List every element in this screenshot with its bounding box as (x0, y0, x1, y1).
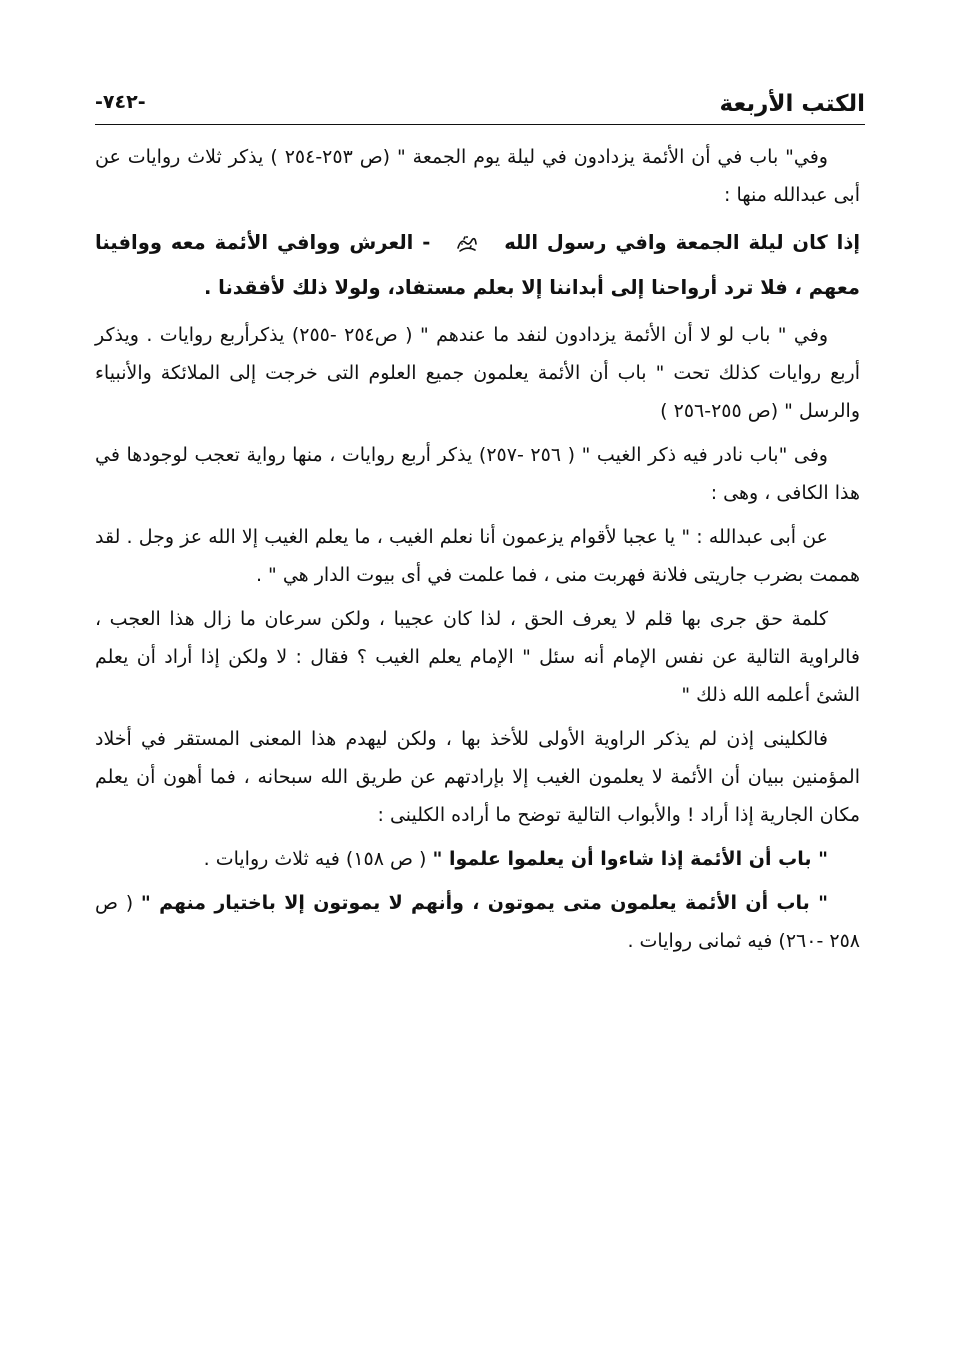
paragraph-6 (95, 600, 860, 714)
paragraph-4-text: وفى "باب نادر فيه ذكر الغيب " ( ٢٥٦ -٢٥٧) يذكر أربع روايات ، منها رواية تعجب لوجودها في هذا الكافى ، وهى : (95, 444, 860, 504)
paragraph-9 (95, 884, 860, 960)
page-body (95, 138, 860, 966)
sallallahu-alayhi-wasallam-ligature-icon (455, 234, 479, 254)
paragraph-7 (95, 720, 860, 834)
paragraph-5-text: عن أبى عبدالله : " يا عجبا لأقوام يزعمون أنا نعلم الغيب ، ما يعلم الغيب إلا الله عز وجل . لقد هممت بضرب جاريتى فلانة فهربت منى ، فما علمت في أى بيوت الدار هي " . (95, 526, 860, 586)
paragraph-4 (95, 436, 860, 512)
paragraph-1 (95, 138, 860, 214)
paragraph-6-text: كلمة حق جرى بها قلم لا يعرف الحق ، لذا كان عجيبا ، ولكن سرعان ما زال هذا العجب ، فالراوية التالية عن نفس الإمام أنه سئل " الإمام يعلم الغيب ؟ فقال : لا ولكن إذا أراد أن يعلم الشئ أعلمه الله ذلك " (95, 608, 860, 706)
page-header (95, 84, 865, 125)
paragraph-9-chapter-title: " باب أن الأئمة يعلمون متى يموتون ، وأنهم لا يموتون إلا باختيار منهم " (140, 892, 828, 914)
paragraph-7-text: فالكلينى إذن لم يذكر الراوية الأولى للأخذ بها ، ولكن ليهدم هذا المعنى المستقر في أخلاد المؤمنين ببيان أن الأئمة لا يعلمون الغيب إلا بإرادتهم عن طريق الله سبحانه ، فما أهون أن يعلم مكان الجارية إذا أراد ! والأبواب التالية توضح ما أراده الكلينى : (95, 728, 860, 826)
paragraph-8 (95, 840, 860, 878)
paragraph-5 (95, 518, 860, 594)
paragraph-3 (95, 316, 860, 430)
paragraph-2-text-before: إذا كان ليلة الجمعة وافي رسول الله (504, 231, 861, 254)
paragraph-2-text-after: - العرش ووافي الأئمة معه ووافينا معهم ، فلا ترد أرواحنا إلى أبداننا إلا بعلم مستفاد، ولولا ذلك لأفقدنا . (95, 231, 860, 299)
paragraph-3-text: وفي " باب لو لا أن الأئمة يزدادون لنفد ما عندهم " ( ص٢٥٤ -٢٥٥) يذكرأربع روايات . ويذكر أربع روايات كذلك تحت " باب أن الأئمة يعلمون جميع العلوم التى خرجت إلى الملائكة والأنبياء والرسل " (ص ٢٥٥-٢٥٦ ) (95, 324, 860, 422)
paragraph-8-text: ( ص ١٥٨) فيه ثلاث روايات . (203, 848, 427, 870)
paragraph-9-text: ( ص ٢٥٨ -٢٦٠) فيه ثمانى روايات . (95, 892, 860, 952)
paragraph-1-text: وفي" باب في أن الأئمة يزدادون في ليلة يوم الجمعة " (ص ٢٥٣-٢٥٤ ) يذكر ثلاث روايات عن أبى عبدالله منها : (95, 146, 860, 206)
paragraph-8-chapter-title: " باب أن الأئمة إذا شاءوا أن يعلموا علموا " (432, 848, 828, 870)
page-number: -٧٤٢- (95, 91, 146, 113)
book-title: الكتب الأربعة (719, 91, 865, 117)
paragraph-2-quote (95, 220, 860, 310)
